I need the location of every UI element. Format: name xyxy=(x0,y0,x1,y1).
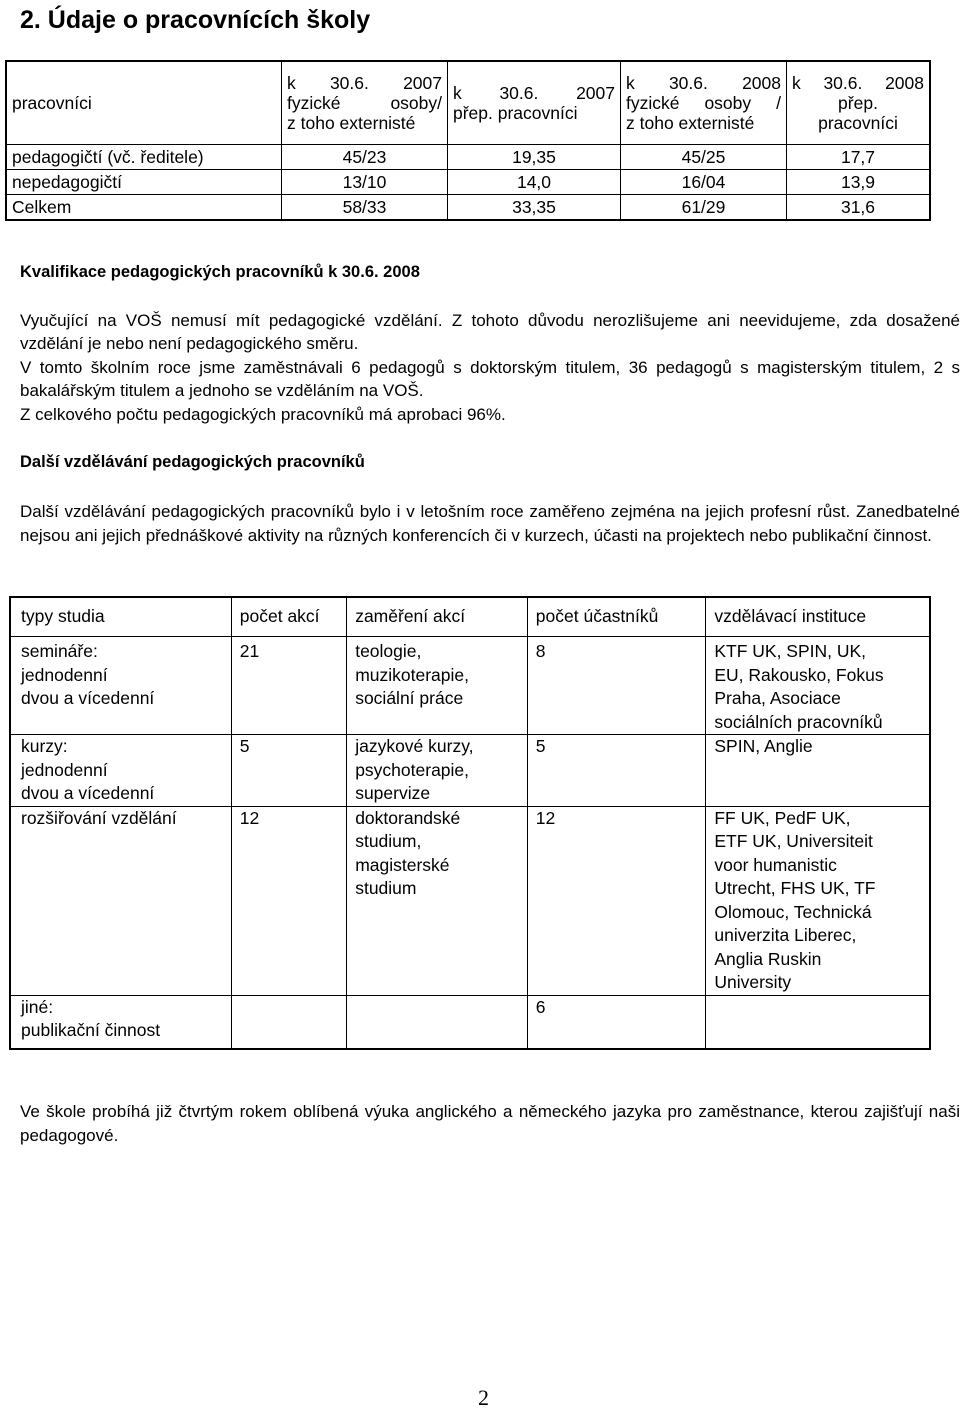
focus-cell: jazykové kurzy, psychoterapie, supervize xyxy=(347,735,528,807)
closing-paragraph: Ve škole probíhá již čtvrtým rokem oblíbená výuka anglického a německého jazyka pro zaměstnance, kterou zajišťují naši pedagogové. xyxy=(20,1102,960,1145)
institution-cell xyxy=(706,995,930,1049)
institution-cell: KTF UK, SPIN, UK, EU, Rakousko, Fokus Praha, Asociace sociálních pracovníků xyxy=(706,637,930,735)
cell: 45/25 xyxy=(621,145,787,170)
count-cell: 12 xyxy=(231,806,346,995)
page-number: 2 xyxy=(478,1385,489,1410)
qualification-paragraph-3: Z celkového počtu pedagogických pracovníků má aprobaci 96%. xyxy=(20,405,506,424)
header-2007-persons: k 30.6. 2007 fyzické osoby/ z toho externisté xyxy=(282,61,448,145)
cell: 17,7 xyxy=(787,145,931,170)
row-label: nepedagogičtí xyxy=(6,170,282,195)
table-row xyxy=(10,995,930,1049)
focus-cell: teologie, muzikoterapie, sociální práce xyxy=(347,637,528,735)
cell: 58/33 xyxy=(282,195,448,221)
institution-cell: FF UK, PedF UK, ETF UK, Universiteit voor humanistic Utrecht, FHS UK, TF Olomouc, Technická univerzita Liberec, Anglia Ruskin University xyxy=(706,806,930,995)
staff-table xyxy=(5,60,931,221)
participants-cell: 6 xyxy=(527,995,706,1049)
cell: 13,9 xyxy=(787,170,931,195)
qualification-paragraph-2: V tomto školním roce jsme zaměstnávali 6 pedagogů s doktorským titulem, 36 pedagogů s magisterským titulem, 2 s bakalářským titulem a jednoho se vzděláním na VOŠ. xyxy=(20,358,960,400)
staff-table-header-row xyxy=(6,61,930,145)
section-title: 2. Údaje o pracovnících školy xyxy=(20,6,371,34)
table-row xyxy=(6,195,930,221)
header-focus: zaměření akcí xyxy=(347,597,528,637)
study-type-cell: semináře: jednodenní dvou a vícedenní xyxy=(10,637,231,735)
table-row xyxy=(6,145,930,170)
row-label: pedagogičtí (vč. ředitele) xyxy=(6,145,282,170)
cell: 61/29 xyxy=(621,195,787,221)
cell: 45/23 xyxy=(282,145,448,170)
study-type-cell: kurzy: jednodenní dvou a vícedenní xyxy=(10,735,231,807)
participants-cell: 5 xyxy=(527,735,706,807)
institution-cell: SPIN, Anglie xyxy=(706,735,930,807)
header-study-type: typy studia xyxy=(10,597,231,637)
header-2008-fte: k 30.6. 2008 přep. pracovníci xyxy=(787,61,931,145)
study-table-header-row xyxy=(10,597,930,637)
cell: 14,0 xyxy=(448,170,621,195)
count-cell: 5 xyxy=(231,735,346,807)
cell: 33,35 xyxy=(448,195,621,221)
cell: 31,6 xyxy=(787,195,931,221)
study-table xyxy=(9,596,931,1050)
header-event-count: počet akcí xyxy=(231,597,346,637)
table-row xyxy=(10,637,930,735)
participants-cell: 8 xyxy=(527,637,706,735)
table-row xyxy=(6,170,930,195)
cell: 19,35 xyxy=(448,145,621,170)
count-cell xyxy=(231,995,346,1049)
focus-cell xyxy=(347,995,528,1049)
further-education-paragraph: Další vzdělávání pedagogických pracovníků bylo i v letošním roce zaměřeno zejména na jejich profesní růst. Zanedbatelné nejsou ani jejich přednáškové aktivity na různých konferencích či v kurzech, účasti na projektech nebo publikační činnost. xyxy=(20,502,960,545)
count-cell: 21 xyxy=(231,637,346,735)
study-type-cell: jiné: publikační činnost xyxy=(10,995,231,1049)
table-row xyxy=(10,735,930,807)
study-type-cell: rozšiřování vzdělání xyxy=(10,806,231,995)
header-participants: počet účastníků xyxy=(527,597,706,637)
further-education-heading: Další vzdělávání pedagogických pracovníků xyxy=(20,453,365,471)
qualification-paragraph-1: Vyučující na VOŠ nemusí mít pedagogické vzdělání. Z tohoto důvodu nerozlišujeme ani neevidujeme, zda dosažené vzdělání je nebo není pedagogického směru. xyxy=(20,311,960,353)
header-institution: vzdělávací instituce xyxy=(706,597,930,637)
cell: 13/10 xyxy=(282,170,448,195)
cell: 16/04 xyxy=(621,170,787,195)
header-2008-persons: k 30.6. 2008 fyzické osoby / z toho externisté xyxy=(621,61,787,145)
focus-cell: doktorandské studium, magisterské studium xyxy=(347,806,528,995)
header-workers: pracovníci xyxy=(6,61,282,145)
participants-cell: 12 xyxy=(527,806,706,995)
qualification-heading: Kvalifikace pedagogických pracovníků k 30.6. 2008 xyxy=(20,263,420,281)
table-row xyxy=(10,806,930,995)
header-2007-fte: k 30.6. 2007 přep. pracovníci xyxy=(448,61,621,145)
row-label: Celkem xyxy=(6,195,282,221)
